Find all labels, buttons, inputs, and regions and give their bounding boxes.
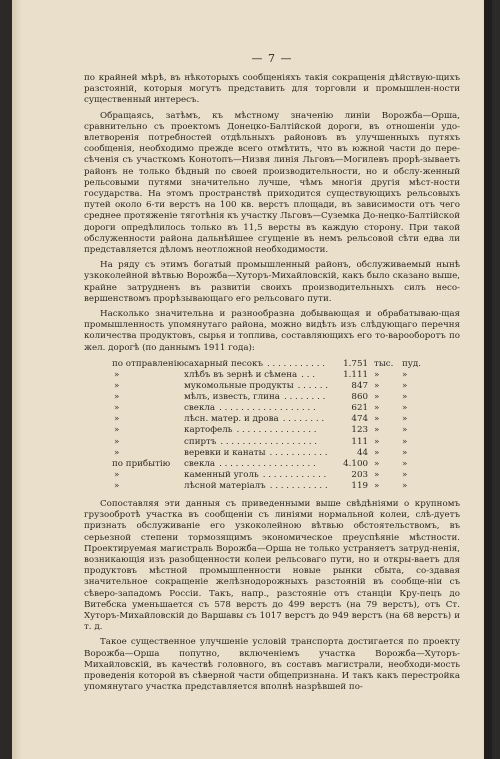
goods-item: лѣсной матеріалъ	[184, 480, 266, 491]
goods-value: 123	[351, 425, 369, 436]
goods-unit-2: »	[402, 436, 408, 447]
goods-item: сахарный песокъ	[184, 358, 263, 369]
goods-unit-2: »	[402, 392, 408, 403]
goods-unit-2: »	[402, 403, 408, 414]
goods-row	[112, 381, 424, 392]
page-edge	[484, 0, 492, 759]
goods-unit-1: »	[374, 381, 380, 392]
goods-label: »	[114, 425, 120, 436]
goods-item: свекла	[184, 458, 216, 469]
goods-row	[112, 448, 424, 459]
goods-item: свекла	[184, 403, 216, 414]
goods-dots: . . . . . . . .	[282, 414, 325, 425]
goods-item-cell	[184, 403, 328, 414]
goods-unit-1: »	[374, 425, 380, 436]
goods-value: 474	[351, 414, 369, 425]
goods-value: 860	[351, 392, 369, 403]
goods-label: »	[114, 392, 120, 403]
goods-row	[112, 481, 424, 492]
goods-unit-1: »	[374, 436, 380, 447]
page-content	[84, 52, 460, 693]
goods-dots: . . . . . . . . . . .	[266, 358, 325, 369]
goods-value: 44	[356, 447, 369, 458]
goods-unit-2: »	[402, 469, 408, 480]
paragraph-4: Насколько значительна и разнообразна добывающая и обрабатываю-щая промышленность упомянутаго района, можно видѣть изъ слѣдующаго перечня количества продуктовъ, сырья и топлива, составляющихъ его то-варооборотъ по жел. дорогѣ (по даннымъ 1911 года):	[84, 309, 460, 353]
goods-unit-1: »	[374, 480, 380, 491]
goods-dots: . . . . . . . . . . . . . . .	[236, 425, 317, 436]
goods-label: по отправленію	[112, 358, 185, 369]
goods-row	[112, 392, 424, 403]
goods-item: веревки и канаты	[184, 447, 266, 458]
goods-unit-1: »	[374, 469, 380, 480]
goods-row	[112, 359, 424, 370]
book-page	[12, 0, 492, 759]
goods-label: »	[114, 403, 120, 414]
paragraph-5: Сопоставляя эти данныя съ приведенными выше свѣдѣніями о крупномъ грузообротѣ участка въ сообщеніи съ линіями нормальной колеи, слѣ-дуетъ признать обслуживаніе его узкоколейною вѣтвью обстоятельствомъ, въ серьезной степени тормозящимъ экономическое преуспѣяніе мѣстности. Проектируемая магистраль Ворожба—Орша не только устраняетъ затруд-ненія, возникающія изъ разобщенности колеи рельсоваго пути, но и откры-ваетъ для продуктовъ мѣстной промышленности новые рынки сбыта, со-здавая значительное сокращеніе желѣзнодорожныхъ разстояній въ сообще-ніи съ сѣверо-западомъ Россіи. Такъ, напр., разстояніе отъ станціи Кру-пецъ до Витебска уменьшается съ 578 верстъ до 499 верстъ (на 79 верстъ), отъ Ст. Хуторъ-Михайловскій до Варшавы съ 1017 верстъ до 949 верстъ (на 68 верстъ) и т. д.	[84, 499, 460, 633]
goods-item: хлѣбъ въ зернѣ и сѣмена	[184, 369, 298, 380]
goods-dots: . . . . . . . . . . . . . . . . . .	[220, 436, 318, 447]
goods-dots: . . . . . . . . . . . . . . . . . .	[219, 458, 316, 469]
goods-dots: . . . . . . . .	[283, 392, 326, 403]
goods-item-cell	[184, 481, 328, 492]
goods-table	[112, 359, 424, 492]
goods-unit-2: »	[402, 458, 408, 469]
goods-row	[112, 459, 424, 470]
goods-item-cell	[184, 425, 328, 436]
goods-unit-2: »	[402, 381, 408, 392]
goods-label: »	[114, 414, 120, 425]
goods-item: лѣсн. матер. и дрова	[184, 414, 279, 425]
goods-unit-2: »	[402, 480, 408, 491]
goods-row	[112, 437, 424, 448]
paragraph-6: Такое существенное улучшеніе условій транспорта достигается по проекту Ворожба—Орша попутно, включеніемъ участка Ворожба—Хуторъ-Михайловскій, въ качествѣ головного, въ составъ магистрали, необходи-мость проведенія которой въ сѣверной части общепризнана. И такъ какъ перестройка упомянутаго участка представляется вполнѣ назрѣвшей по-	[84, 637, 460, 693]
goods-label: по прибытію	[112, 458, 171, 469]
page-number: — 7 —	[251, 52, 293, 65]
paragraph-1: по крайней мѣрѣ, въ нѣкоторыхъ сообщеніяхъ такія сокращенія дѣйствую-щихъ разстояній, которыя могутъ представить для торговли и промышлен-ности существенный интересъ.	[84, 73, 460, 106]
goods-unit-1: »	[374, 403, 380, 414]
goods-dots: . . . . . . . . . . . .	[262, 469, 327, 480]
goods-item-cell	[184, 370, 328, 381]
paragraph-3: На ряду съ этимъ богатый промышленный районъ, обслуживаемый нынѣ узкоколейной вѣтвью Ворожба—Хуторъ-Михайловскій, какъ было сказано выше, крайне затрудненъ въ развитіи своихъ производительныхъ силъ несо-вершенствомъ прорѣзывающаго его рельсоваго пути.	[84, 260, 460, 304]
goods-label: »	[114, 436, 120, 447]
goods-label: »	[114, 480, 120, 491]
goods-row	[112, 470, 424, 481]
goods-unit-1: »	[374, 447, 380, 458]
goods-dots: . . . . . . . . . . . . . . . . . .	[219, 403, 316, 414]
goods-unit-2: »	[402, 447, 408, 458]
goods-unit-2: пуд.	[402, 358, 422, 369]
paragraph-2: Обращаясь, затѣмъ, къ мѣстному значенію линіи Ворожба—Орша, сравнительно съ проектомъ Донецко-Балтійской дороги, въ отношеніи удо-влетворенія потребностей отдѣльныхъ районовъ въ улучшенныхъ путяхъ сообщенія, необходимо прежде всего отмѣтить, что въ южной части до пере-сѣченія съ участкомъ Конотопъ—Низвя линія Льговъ—Могилевъ прорѣ-зываетъ районъ не только бѣдный по своей производительности, но и обслу-женный рельсовыми путями значительно лучше, чѣмъ многія другія мѣст-ности государства. На этомъ пространствѣ приходится существующихъ рельсовыхъ путей около 6-ти верстъ на 100 кв. верстъ площади, въ зависимости отъ чего среднее протяженіе тяготѣнія къ участку Льговъ—Суземка До-нецко-Балтійской дороги опредѣлилось только въ 11,5 версты въ каждую сторону. При такой обслуженности района дальнѣйшее сгущеніе въ немъ рельсовой сѣти едва ли представляется дѣломъ неотложной необходимости.	[84, 110, 460, 256]
goods-dots: . . . . . . . . . . .	[269, 480, 328, 491]
goods-value: 847	[351, 381, 369, 392]
goods-row	[112, 414, 424, 425]
goods-value: 111	[351, 436, 369, 447]
goods-item-cell	[184, 359, 328, 370]
goods-unit-2: »	[402, 425, 408, 436]
goods-item-cell	[184, 459, 328, 470]
goods-item-cell	[184, 414, 328, 425]
goods-item: каменный уголь	[184, 469, 259, 480]
goods-item: мѣлъ, известь, глина	[184, 392, 280, 403]
goods-unit-1: »	[374, 369, 380, 380]
goods-item-cell	[184, 448, 328, 459]
goods-label: »	[114, 469, 120, 480]
goods-unit-1: »	[374, 414, 380, 425]
goods-dots: . . . . . . . . . . .	[269, 447, 328, 458]
goods-item-cell	[184, 437, 328, 448]
goods-item-cell	[184, 470, 328, 481]
goods-item: мукомольные продукты	[184, 381, 294, 392]
goods-label: »	[114, 447, 120, 458]
goods-dots: . . . . . .	[297, 381, 329, 392]
goods-item-cell	[184, 381, 328, 392]
goods-unit-1: »	[374, 458, 380, 469]
goods-row	[112, 425, 424, 436]
goods-label: »	[114, 369, 120, 380]
goods-item: картофель	[184, 425, 233, 436]
goods-unit-1: »	[374, 392, 380, 403]
goods-value: 4.100	[343, 458, 369, 469]
goods-unit-1: тыс.	[374, 358, 394, 369]
goods-row	[112, 370, 424, 381]
goods-value: 621	[351, 403, 369, 414]
goods-unit-2: »	[402, 414, 408, 425]
goods-value: 119	[351, 480, 369, 491]
goods-value: 203	[351, 469, 369, 480]
goods-item-cell	[184, 392, 328, 403]
goods-label: »	[114, 381, 120, 392]
goods-row	[112, 403, 424, 414]
goods-unit-2: »	[402, 369, 408, 380]
goods-item: спиртъ	[184, 436, 217, 447]
goods-value: 1.111	[343, 369, 369, 380]
goods-value: 1.751	[343, 358, 369, 369]
goods-dots: . . .	[301, 369, 315, 380]
